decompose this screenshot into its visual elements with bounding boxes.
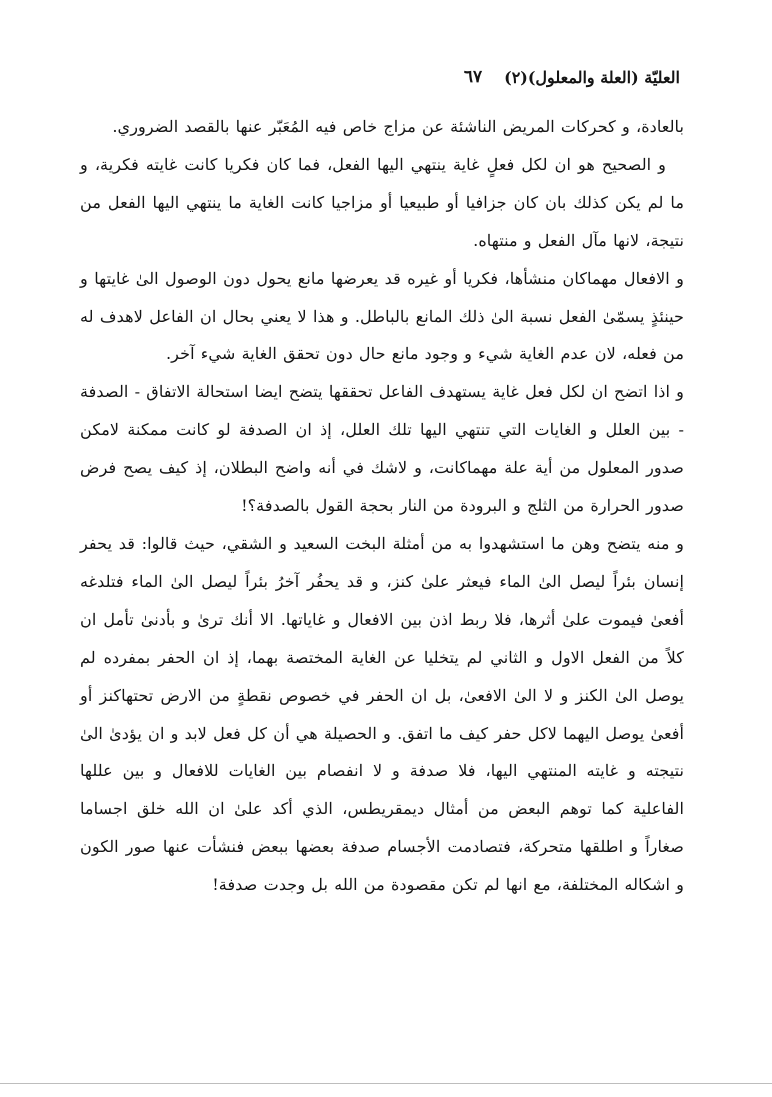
chapter-title: العليّة (العلة والمعلول)(٢) [504, 67, 680, 87]
paragraph: بالعادة، و كحركات المريض الناشئة عن مزاج خاص فيه المُعَبّر عنها بالقصد الضروري. [112, 117, 684, 136]
page-number: ٦٧ [463, 67, 483, 87]
body-text [80, 108, 684, 904]
paragraph: و الافعال مهماكان منشأها، فكريا أو غيره قد يعرضها مانع يحول دون الوصول الىٰ غايتها و حينئذٍ يسمّىٰ الفعل نسبة الىٰ ذلك المانع بالباطل. و هذا لا يعني بحال ان الفاعل لاهدف له من فعله، لان عدم الغاية شيء و وجود مانع حال دون تحقق الغاية شيء آخر. [80, 268, 684, 364]
running-header [80, 62, 680, 92]
paragraph: و الصحيح هو ان لكل فعلٍ غاية ينتهي اليها الفعل، فما كان فكريا كانت غايته فكرية، و ما لم يكن كذلك بان كان جزافيا أو طبيعيا أو مزاجيا كانت الغاية ما ينتهي اليها الفعل من نتيجة، لانها مآل الفعل و منتهاه. [80, 154, 684, 250]
paragraph: و اذا اتضح ان لكل فعل غاية يستهدف الفاعل تحققها يتضح ايضا استحالة الاتفاق - الصدفة - بين العلل و الغايات التي تنتهي اليها تلك العلل، إذ ان الصدفة لو كانت ممكنة لامكن صدور المعلول من أية علة مهماكانت، و لاشك في أنه واضح البطلان، إذ كيف يصح فرض صدور الحرارة من الثلج و البرودة من النار بحجة القول بالصدفة؟! [80, 382, 684, 516]
paragraph: و منه يتضح وهن ما استشهدوا به من أمثلة البخت السعيد و الشقي، حيث قالوا: قد يحفر إنسان بئراً ليصل الىٰ الماء فيعثر علىٰ كنز، و قد يحفُر آخرُ بئراً ليصل الىٰ الماء فتلدغه أفعىٰ فيموت علىٰ أثرها، فلا ربط اذن بين الافعال و غاياتها. الا أنك ترىٰ و بأدنىٰ تأمل ان كلاً من الفعل الاول و الثاني لم يتخليا عن الغاية المختصة بهما، إذ ان الحفر بمفرده لم يوصل الىٰ الكنز و لا الىٰ الافعىٰ، بل ان الحفر في خصوص نقطةٍ من الارض تحتهاكنز أو أفعىٰ يوصل اليهما لاكل حفر كيف ما اتفق. و الحصيلة هي أن كل فعل لابد و ان يؤدىٰ الىٰ نتيجته و غايته المنتهي اليها، فلا صدفة و لا انفصام بين الغايات للافعال و بين عللها الفاعلية كما توهم البعض من أمثال ديمقريطس، الذي أكد علىٰ ان الله خلق اجساما صغاراً و اطلقها متحركة، فتصادمت الأجسام صدفة بعضها ببعض فنشأت عنها صور الكون و اشكاله المختلفة، مع انها لم تكن مقصودة من الله بل وجدت صدفة! [80, 533, 684, 895]
page-bottom-rule [0, 1083, 772, 1084]
